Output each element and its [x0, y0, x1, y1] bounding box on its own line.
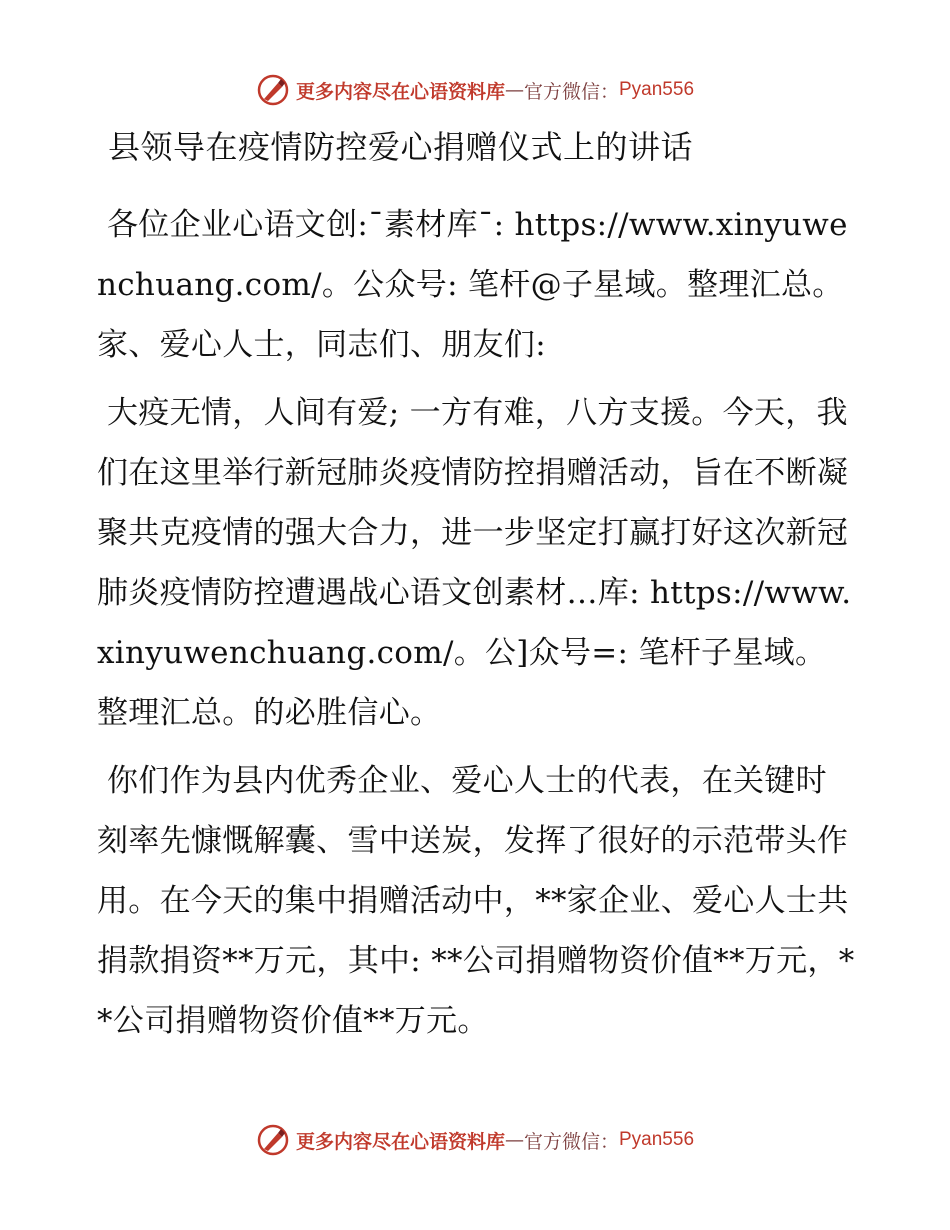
banner-site-text: 更多内容尽在心语资料库 — [295, 1130, 505, 1153]
header-banner — [0, 70, 950, 110]
banner-wechat-label: 官方微信： — [523, 1130, 619, 1153]
paragraph-intro: 大疫无情，人间有爱; 一方有难，八方支援。今天，我们在这里举行新冠肺炎疫情防控捐赠活动，旨在不断凝聚共克疫情的强大合力，进一步坚定打赢打好这次新冠肺炎疫情防控遭遇战心语文创素材…库: https://www.xinyuwenchuang.com/。公]众号=: 笔杆子星域。整理汇总。的必胜信心。 — [97, 395, 852, 731]
banner-wechat-id: Pyan556 — [619, 1129, 695, 1150]
document-title: 县领导在疫情防控爱心捐赠仪式上的讲话 — [108, 128, 694, 166]
banner-dash: — — [504, 79, 524, 101]
paragraph-greeting: 各位企业心语文创:¯素材库¯: https://www.xinyuwenchuang.com/。公众号: 笔杆@子星域。整理汇总。家、爱心人士，同志们、朋友们: — [97, 207, 848, 363]
pen-logo-icon — [256, 73, 290, 107]
banner-wechat-id: Pyan556 — [619, 79, 695, 100]
footer-banner — [0, 1120, 950, 1160]
pen-logo-icon — [256, 1123, 290, 1157]
banner-wechat-label: 官方微信： — [523, 80, 619, 103]
paragraph-donations: 你们作为县内优秀企业、爱心人士的代表，在关键时刻率先慷慨解囊、雪中送炭，发挥了很好的示范带头作用。在今天的集中捐赠活动中，**家企业、爱心人士共捐款捐资**万元，其中: **公司捐赠物资价值**万元，**公司捐赠物资价值**万元。 — [97, 763, 855, 1039]
banner-site-text: 更多内容尽在心语资料库 — [295, 80, 505, 103]
banner-dash: — — [504, 1129, 524, 1151]
document-body — [97, 195, 857, 1059]
